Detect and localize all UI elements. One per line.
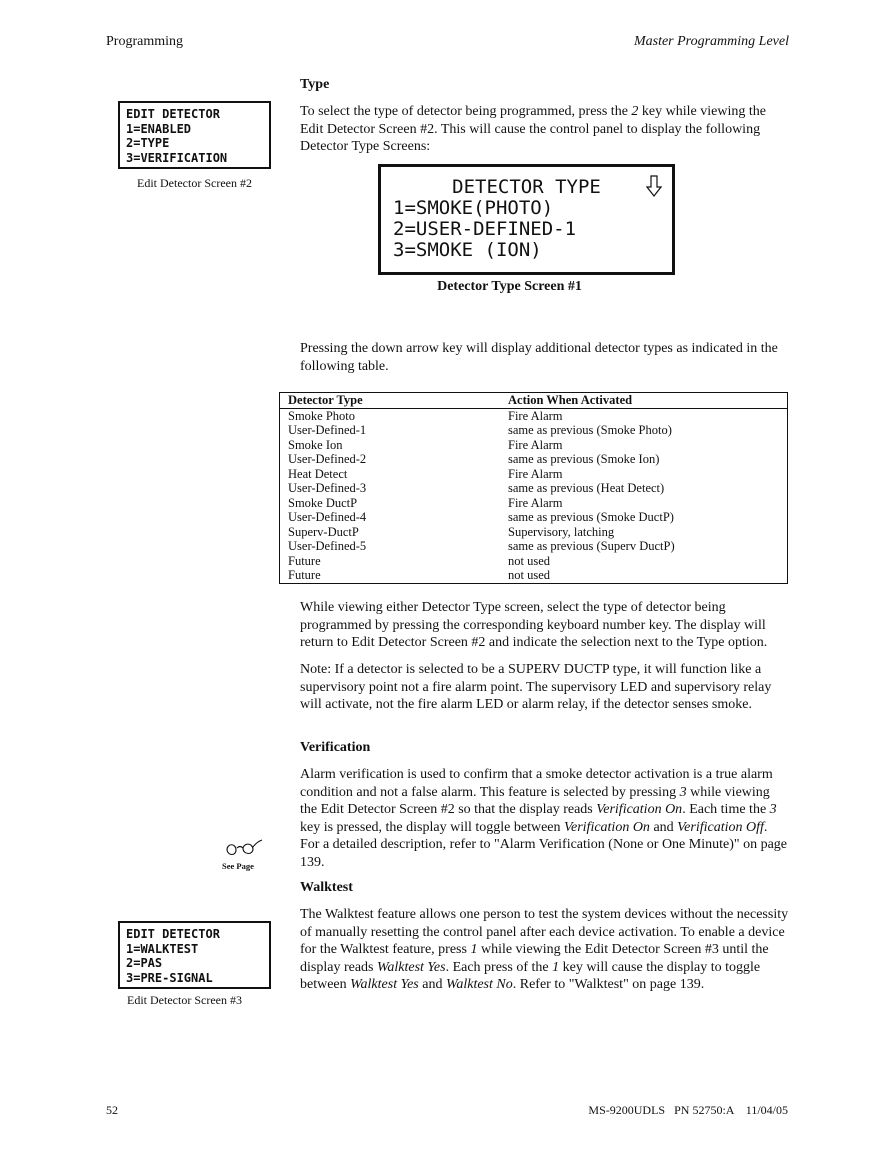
type-intro: To select the type of detector being programmed, press the 2 key while viewing the Edit Detector Screen #2. This will cause the control panel to display the following Detector Type Screens: <box>300 104 766 154</box>
cell-action: Fire Alarm <box>508 466 563 481</box>
see-page-label: See Page <box>222 861 254 871</box>
walktest-heading: Walktest <box>300 880 353 895</box>
cell-detector-type: Smoke DuctP <box>288 495 358 510</box>
cell-action: same as previous (Smoke Ion) <box>508 452 660 466</box>
cell-detector-type: Future <box>288 568 321 582</box>
verification-paragraph: Alarm verification is used to confirm that a smoke detector activation is a true alarm condition and not a false alarm. This feature is selected by pressing 3 while viewing the Edit Detector Screen #2 so that the display reads Verification On. Each time the 3 key is pressed, the display will toggle between Verification On and Verification Off. For a detailed description, refer to "Alarm Verification (None or One Minute)" on page 139. <box>300 767 788 870</box>
footer-doc-info: MS-9200UDLS PN 52750:A 11/04/05 <box>588 1103 788 1117</box>
cell-action: Supervisory, latching <box>508 524 615 539</box>
verification-heading: Verification <box>300 740 371 755</box>
cell-action: same as previous (Superv DuctP) <box>508 539 675 553</box>
cell-detector-type: Smoke Photo <box>288 408 356 423</box>
cell-action: Fire Alarm <box>508 437 563 452</box>
lcd-edit-detector-3: EDIT DETECTOR 1=WALKTEST 2=PAS 3=PRE-SIGNAL <box>118 921 271 989</box>
table-header-row <box>280 393 788 409</box>
cell-detector-type: User-Defined-4 <box>288 510 367 524</box>
cell-detector-type: Heat Detect <box>288 466 348 481</box>
table-row <box>280 496 788 511</box>
footer-page-number: 52 <box>106 1103 118 1117</box>
header-right: Master Programming Level <box>633 34 789 49</box>
cell-detector-type: Smoke Ion <box>288 437 343 452</box>
col-header-detector-type: Detector Type <box>280 393 501 409</box>
walktest-paragraph: The Walktest feature allows one person to test the system devices without the necessity of manually resetting the control panel after each device activation. To enable a device for the Walktest feature, press 1 while viewing the Edit Detector Screen #3 until the display reads Walktest Yes. Each press of the 1 key will cause the display to toggle between Walktest Yes and Walktest No. Refer to "Walktest" on page 139. <box>300 907 789 992</box>
cell-action: same as previous (Smoke DuctP) <box>508 510 674 524</box>
lcd-edit-detector-2: EDIT DETECTOR 1=ENABLED 2=TYPE 3=VERIFICATION <box>118 101 271 169</box>
cell-action: Fire Alarm <box>508 495 563 510</box>
table-row <box>280 408 788 423</box>
lcd-detector-type: DETECTOR TYPE 1=SMOKE(PHOTO) 2=USER-DEFINED-1 3=SMOKE (ION) <box>378 164 675 275</box>
cell-detector-type: Superv-DuctP <box>288 524 359 539</box>
cell-action: Fire Alarm <box>508 408 563 423</box>
cell-action: not used <box>508 568 551 582</box>
table-row <box>280 554 788 569</box>
cell-detector-type: User-Defined-3 <box>288 481 367 495</box>
lcd-type-caption: Detector Type Screen #1 <box>437 279 582 294</box>
cell-detector-type: User-Defined-5 <box>288 539 367 553</box>
lcd3-caption: Edit Detector Screen #3 <box>127 993 242 1007</box>
cell-action: same as previous (Heat Detect) <box>508 481 665 495</box>
cell-action: not used <box>508 553 551 568</box>
table-row <box>280 539 788 554</box>
down-arrow-paragraph: Pressing the down arrow key will display additional detector types as indicated in the following table. <box>300 341 778 374</box>
col-header-action: Action When Activated <box>500 393 788 409</box>
table-row <box>280 467 788 482</box>
table-row <box>280 423 788 438</box>
table-row <box>280 481 788 496</box>
type-heading: Type <box>300 77 330 92</box>
table-row <box>280 438 788 453</box>
cell-detector-type: Future <box>288 553 321 568</box>
table-row <box>280 568 788 583</box>
table-row <box>280 452 788 467</box>
down-arrow-icon <box>646 175 662 197</box>
cell-detector-type: User-Defined-1 <box>288 423 367 437</box>
note-paragraph: Note: If a detector is selected to be a SUPERV DUCTP type, it will function like a supervisory point not a fire alarm point. The supervisory LED and supervisory relay will activate, not the fire alarm LED or alarm relay, if the detector senses smoke. <box>300 662 772 712</box>
header-left: Programming <box>106 34 183 49</box>
cell-detector-type: User-Defined-2 <box>288 452 367 466</box>
lcd2-caption: Edit Detector Screen #2 <box>137 176 252 190</box>
table-row <box>280 510 788 525</box>
detector-type-table <box>279 392 788 584</box>
cell-action: same as previous (Smoke Photo) <box>508 423 672 437</box>
after-table-paragraph: While viewing either Detector Type screen, select the type of detector being programmed by pressing the corresponding keyboard number key. The display will return to Edit Detector Screen #2 and indicate the selection next to the Type option. <box>300 600 768 650</box>
glasses-icon <box>224 838 264 860</box>
table-row <box>280 525 788 540</box>
